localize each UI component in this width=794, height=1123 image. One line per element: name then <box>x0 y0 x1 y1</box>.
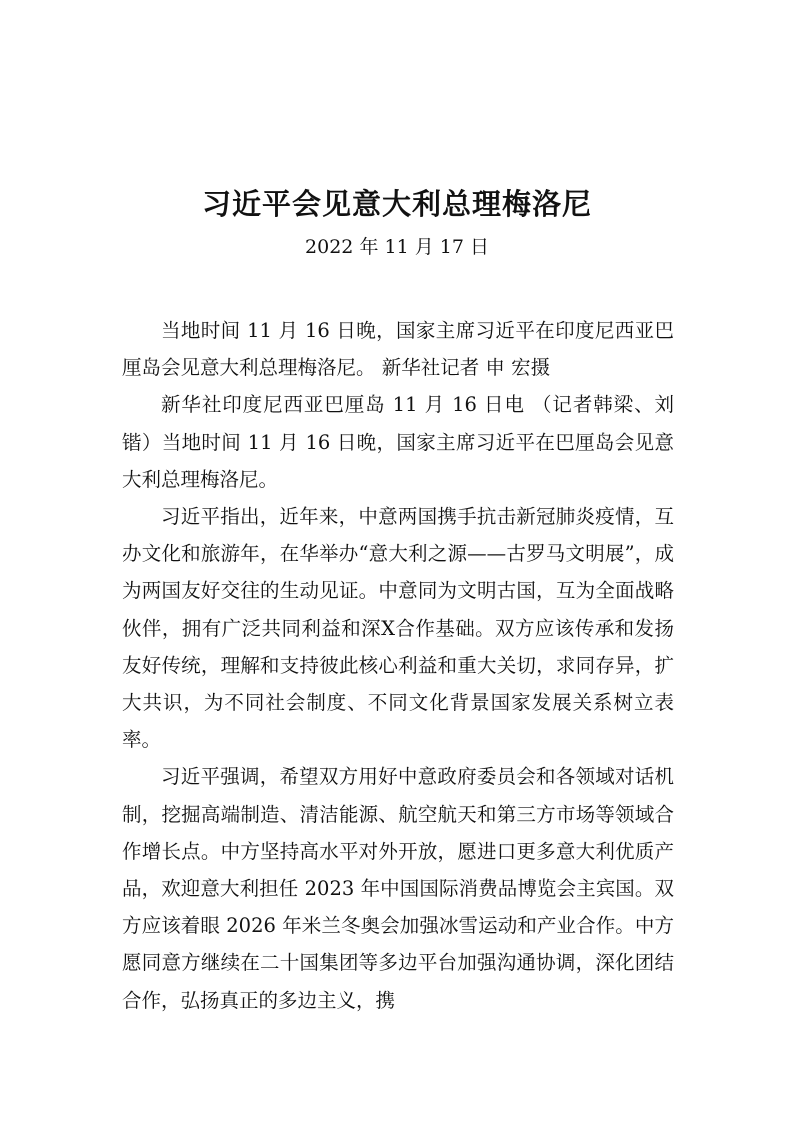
article-date: 2022 年 11 月 17 日 <box>305 236 489 258</box>
article-body <box>122 312 674 1019</box>
paragraph-cooperation: 习近平强调，希望双方用好中意政府委员会和各领域对话机制，挖掘高端制造、清洁能源、航空航天和第三方市场等领域合作增长点。中方坚持高水平对外开放，愿进口更多意大利优质产品，欢迎意大利担任 2023 年中国国际消费品博览会主宾国。双方应该着眼 2026 年米兰冬奥会加强冰雪运动和产业合作。中方愿同意方继续在二十国集团等多边平台加强沟通协调，深化团结合作，弘扬真正的多边主义，携 <box>122 765 674 1012</box>
paragraph-dateline: 新华社印度尼西亚巴厘岛 11 月 16 日电 （记者韩梁、刘锴）当地时间 11 月 16 日晚，国家主席习近平在巴厘岛会见意大利总理梅洛尼。 <box>122 393 674 491</box>
paragraph-photo-caption: 当地时间 11 月 16 日晚，国家主席习近平在印度尼西亚巴厘岛会见意大利总理梅洛尼。 新华社记者 申 宏摄 <box>122 319 674 380</box>
paragraph-bilateral-relations: 习近平指出，近年来，中意两国携手抗击新冠肺炎疫情，互办文化和旅游年，在华举办“意大利之源——古罗马文明展”，成为两国友好交往的生动见证。中意同为文明古国，互为全面战略伙伴，拥有广泛共同利益和深X合作基础。双方应该传承和发扬友好传统，理解和支持彼此核心利益和重大关切，求同存异，扩大共识，为不同社会制度、不同文化背景国家发展关系树立表率。 <box>122 505 674 752</box>
article-title: 习近平会见意大利总理梅洛尼 <box>201 187 592 221</box>
